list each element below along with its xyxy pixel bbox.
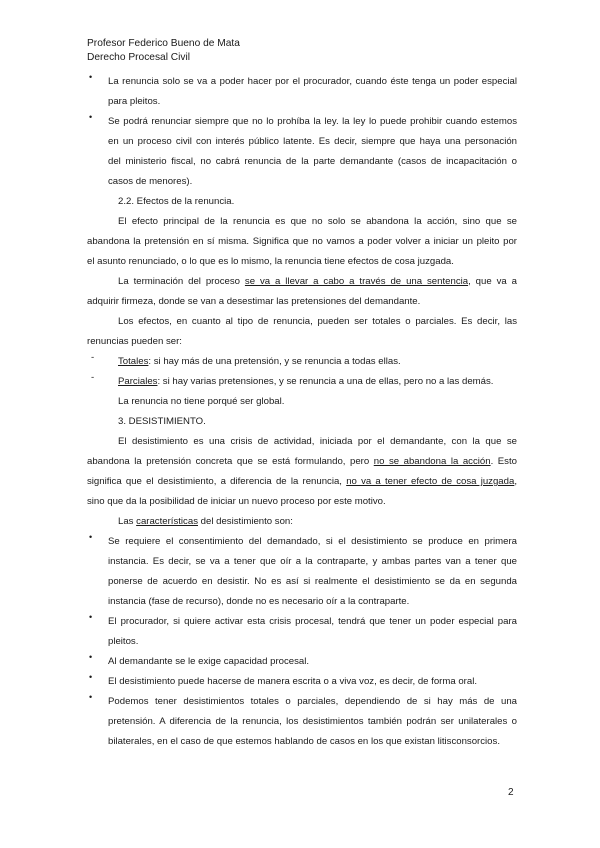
underlined-text: Parciales xyxy=(118,376,158,387)
text-line xyxy=(87,512,517,532)
list-item xyxy=(87,112,517,192)
text-span: : si hay varias pretensiones, y se renuncia a una de ellas, pero no a las demás. xyxy=(157,376,494,387)
text-line xyxy=(87,472,517,492)
text-line: El desistimiento es una crisis de actividad, iniciada por el demandante, con la que se xyxy=(118,436,517,447)
text-line: pretensión. A diferencia de la renuncia, los desistimientos también podrán ser unilaterales o xyxy=(108,716,517,727)
text-line: pleitos. xyxy=(108,636,139,647)
text-line: El efecto principal de la renuncia es que no solo se abandona la acción, sino que se xyxy=(118,216,517,227)
header-author: Profesor Federico Bueno de Mata xyxy=(87,38,240,49)
text-line: instancia. Es decir, se va a tener que oír a la contraparte, y ambas partes van a tener que xyxy=(108,556,517,567)
text-line: La renuncia solo se va a poder hacer por el procurador, cuando éste tenga un poder especial xyxy=(108,76,517,87)
dash-marker: - xyxy=(91,352,95,363)
bullet-icon: • xyxy=(89,612,93,622)
document-body xyxy=(87,72,517,752)
header-subject: Derecho Procesal Civil xyxy=(87,52,191,63)
text-line: Los efectos, en cuanto al tipo de renuncia, pueden ser totales o parciales. Es decir, las xyxy=(118,316,517,327)
text-span: abandona la pretensión concreta que se está formulando, pero xyxy=(87,456,374,467)
text-line: Se requiere el consentimiento del demandado, si el desistimiento se produce en primera xyxy=(108,536,517,547)
text-line: abandona la pretensión en sí misma. Significa que no vamos a poder volver a iniciar un pleito por xyxy=(87,236,517,247)
text-line: bilaterales, en el caso de que estemos hablando de casos en los que existan litisconsorcios. xyxy=(108,736,500,747)
underlined-text: se va a llevar a cabo a través de una sentencia xyxy=(244,276,469,287)
text-line: sino que da la posibilidad de iniciar un nuevo proceso por este motivo. xyxy=(87,496,386,507)
text-line: ponerse de acuerdo en desistir. No es así si realmente el desistimiento se da en segunda xyxy=(108,576,517,587)
list-item xyxy=(87,532,517,612)
text-line: en un proceso civil con interés público latente. Es decir, siempre que haya una personación xyxy=(108,136,517,147)
underlined-text: no va a tener efecto de cosa juzgada xyxy=(346,476,515,487)
text-line: La renuncia no tiene porqué ser global. xyxy=(118,396,285,407)
text-line: para pleitos. xyxy=(108,96,161,107)
list-item xyxy=(87,692,517,752)
underlined-text: características xyxy=(136,516,198,527)
dash-list-item xyxy=(87,352,517,372)
section-heading-2-2: 2.2. Efectos de la renuncia. xyxy=(118,196,235,207)
text-span: La terminación del proceso xyxy=(118,276,245,287)
list-item xyxy=(87,612,517,652)
text-line: Podemos tener desistimientos totales o parciales, dependiendo de si hay más de una xyxy=(108,696,517,707)
text-line xyxy=(118,372,517,392)
underlined-text: no se abandona la acción xyxy=(373,456,491,467)
text-span: del desistimiento son: xyxy=(198,516,293,527)
underlined-text: Totales xyxy=(118,356,149,367)
bullet-icon: • xyxy=(89,692,93,702)
text-line: El procurador, si quiere activar esta crisis procesal, tendrá que tener un poder especial para xyxy=(108,616,517,627)
text-line: instancia (fase de recurso), donde no es necesario oír a la contraparte. xyxy=(108,596,410,607)
bullet-icon: • xyxy=(89,72,93,82)
text-span: , xyxy=(514,476,517,487)
text-line: El desistimiento puede hacerse de manera escrita o a viva voz, es decir, de forma oral. xyxy=(108,676,478,687)
page-header xyxy=(87,37,240,65)
list-item xyxy=(87,72,517,112)
text-line: del ministerio fiscal, no cabrá renuncia de la parte demandante (casos de incapacitación o xyxy=(108,156,517,167)
text-line: el asunto renunciado, o lo que es lo mismo, la renuncia tiene efectos de cosa juzgada. xyxy=(87,256,454,267)
text-span: . Esto xyxy=(490,456,517,467)
list-item xyxy=(87,672,517,692)
page-number: 2 xyxy=(508,787,514,798)
text-line: Se podrá renunciar siempre que no lo prohíba la ley. la ley lo puede prohibir cuando estemos xyxy=(108,116,517,127)
text-span: Las xyxy=(118,516,137,527)
text-line: adquirir firmeza, donde se van a desestimar las pretensiones del demandante. xyxy=(87,296,421,307)
text-line: casos de menores). xyxy=(108,176,193,187)
dash-list-item xyxy=(87,372,517,412)
text-span: significa que el desistimiento, a diferencia de la renuncia, xyxy=(87,476,347,487)
text-line xyxy=(87,452,517,472)
text-line: Al demandante se le exige capacidad procesal. xyxy=(108,656,310,667)
text-line xyxy=(118,352,517,372)
section-heading-3: 3. DESISTIMIENTO. xyxy=(118,416,206,427)
list-item xyxy=(87,652,517,672)
text-span: , que va a xyxy=(468,276,518,287)
text-span: : si hay más de una pretensión, y se renuncia a todas ellas. xyxy=(148,356,401,367)
dash-marker: - xyxy=(91,372,95,383)
bullet-icon: • xyxy=(89,532,93,542)
bullet-icon: • xyxy=(89,112,93,122)
bullet-icon: • xyxy=(89,652,93,662)
bullet-icon: • xyxy=(89,672,93,682)
text-line xyxy=(87,272,517,292)
text-line: renuncias pueden ser: xyxy=(87,336,182,347)
